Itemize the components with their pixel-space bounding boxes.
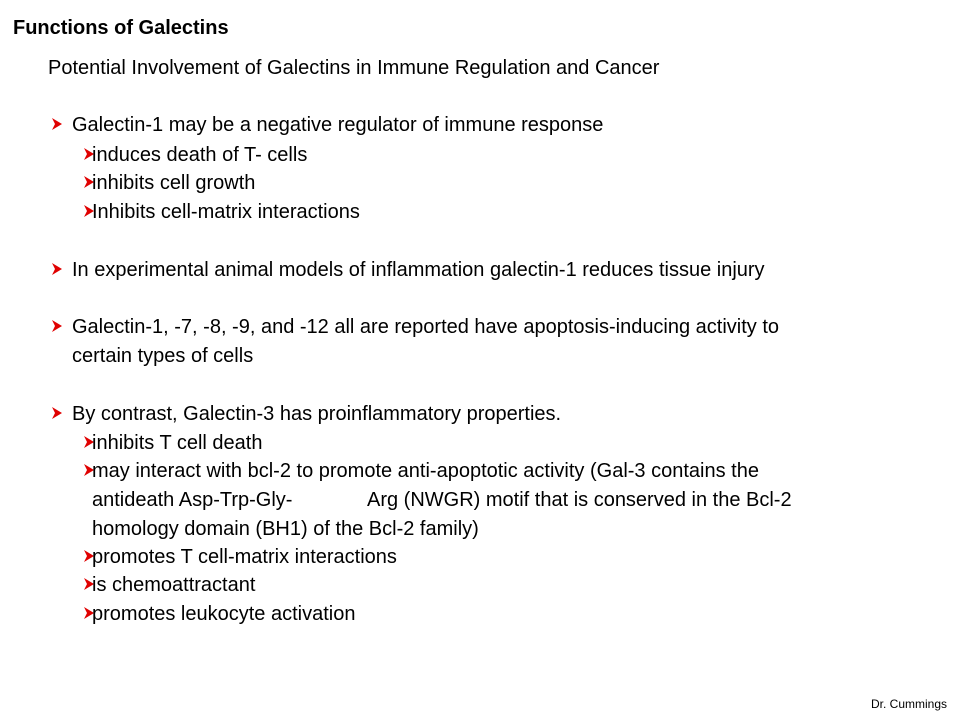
sub-bullet-item: inhibits cell growth <box>92 172 256 194</box>
bullet-item: Galectin-1 may be a negative regulator of immune response <box>72 114 604 136</box>
arrow-bullet-icon <box>52 263 62 275</box>
sub-bullet-item: induces death of T- cells <box>92 144 308 166</box>
slide-subtitle: Potential Involvement of Galectins in Immune Regulation and Cancer <box>48 57 660 79</box>
sub-bullet-continuation: Arg (NWGR) motif that is conserved in the Bcl-2 <box>367 489 792 511</box>
arrow-bullet-icon <box>52 407 62 419</box>
bullet-item: By contrast, Galectin-3 has proinflammatory properties. <box>72 403 562 425</box>
sub-bullet-item: promotes leukocyte activation <box>92 603 356 625</box>
sub-bullet-item: Inhibits cell-matrix interactions <box>92 201 360 223</box>
sub-bullet-item: promotes T cell-matrix interactions <box>92 546 397 568</box>
author-footer: Dr. Cummings <box>870 697 947 711</box>
sub-bullet-item: inhibits T cell death <box>92 432 263 454</box>
slide-title: Functions of Galectins <box>13 17 229 39</box>
bullet-item: In experimental animal models of inflammation galectin-1 reduces tissue injury <box>72 259 765 281</box>
sub-bullet-continuation: antideath Asp-Trp-Gly- <box>92 489 293 511</box>
sub-bullet-item: is chemoattractant <box>92 574 256 596</box>
bullet-item-continuation: certain types of cells <box>72 345 254 367</box>
bullet-item: Galectin-1, -7, -8, -9, and -12 all are reported have apoptosis-inducing activity to <box>72 316 780 338</box>
arrow-bullet-icon <box>52 320 62 332</box>
sub-bullet-continuation: homology domain (BH1) of the Bcl-2 family) <box>92 518 479 540</box>
sub-bullet-item: may interact with bcl-2 to promote anti-apoptotic activity (Gal-3 contains the <box>92 460 759 482</box>
arrow-bullet-icon <box>52 118 62 130</box>
